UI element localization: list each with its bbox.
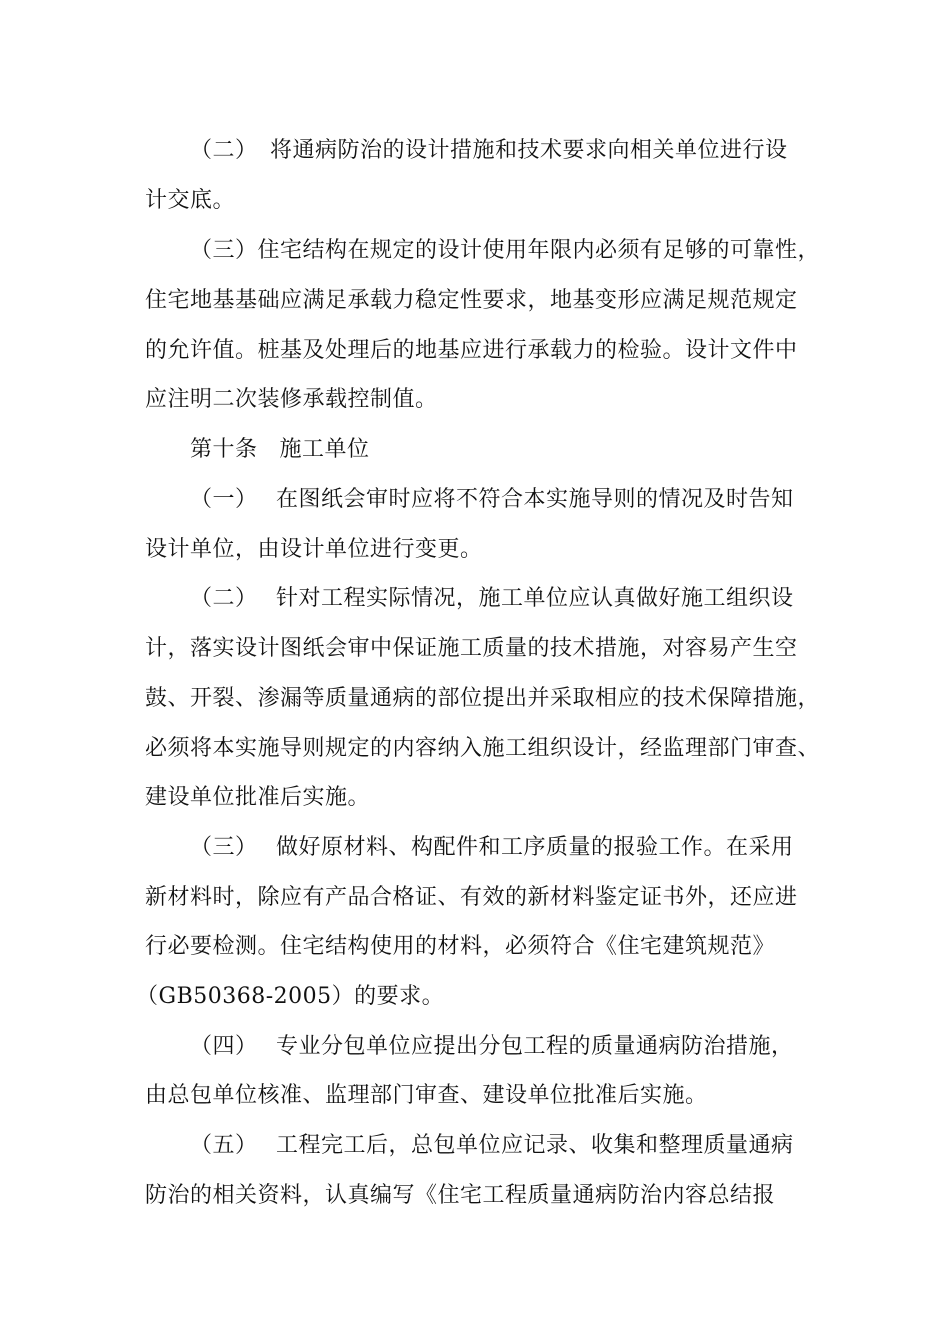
line-text: 将通病防治的设计措施和技术要求向相关单位进行设 (270, 138, 788, 163)
paragraph-line (190, 833, 880, 863)
paragraph-line: 必须将本实施导则规定的内容纳入施工组织设计，经监理部门审查、 (145, 736, 821, 761)
item-number: （二） (190, 586, 258, 611)
paragraph-line: （GB50368-2005）的要求。 (136, 984, 445, 1009)
line-text: 在图纸会审时应将不符合本实施导则的情况及时告知 (276, 487, 794, 512)
article-title: 施工单位 (279, 437, 370, 462)
line-text: 做好原材料、构配件和工序质量的报验工作。在采用 (276, 835, 794, 860)
paragraph-line: 新材料时，除应有产品合格证、有效的新材料鉴定证书外，还应进 (145, 885, 798, 910)
item-number: （二） (190, 138, 258, 163)
paragraph-line (190, 1032, 880, 1062)
paragraph-line: 计交底。 (145, 188, 236, 213)
item-number: （四） (190, 1034, 258, 1059)
paragraph-line (190, 136, 880, 166)
paragraph-line: 应注明二次装修承载控制值。 (145, 387, 438, 412)
line-text: 针对工程实际情况，施工单位应认真做好施工组织设 (276, 586, 794, 611)
paragraph-line: 鼓、开裂、渗漏等质量通病的部位提出并采取相应的技术保障措施， (145, 686, 821, 711)
paragraph-line (190, 485, 880, 515)
article-number: 第十条 (190, 437, 258, 462)
paragraph-line (190, 584, 880, 614)
item-number: （五） (190, 1133, 258, 1158)
line-text: 专业分包单位应提出分包工程的质量通病防治措施， (276, 1034, 794, 1059)
item-number: （一） (190, 487, 258, 512)
paragraph-line: （三）住宅结构在规定的设计使用年限内必须有足够的可靠性， (190, 238, 821, 263)
paragraph-line: 防治的相关资料，认真编写《住宅工程质量通病防治内容总结报 (145, 1183, 776, 1208)
paragraph-line: 由总包单位核准、监理部门审查、建设单位批准后实施。 (145, 1083, 708, 1108)
paragraph-line: 建设单位批准后实施。 (145, 785, 371, 810)
paragraph-line: 设计单位，由设计单位进行变更。 (145, 537, 483, 562)
line-text: 工程完工后，总包单位应记录、收集和整理质量通病 (276, 1133, 794, 1158)
paragraph-line: 的允许值。桩基及处理后的地基应进行承载力的检验。设计文件中 (145, 338, 798, 363)
section-heading (190, 435, 880, 465)
paragraph-line (190, 1131, 880, 1161)
paragraph-line: 住宅地基基础应满足承载力稳定性要求，地基变形应满足规范规定 (145, 288, 798, 313)
paragraph-line: 计，落实设计图纸会审中保证施工质量的技术措施，对容易产生空 (145, 636, 798, 661)
paragraph-line: 行必要检测。住宅结构使用的材料，必须符合《住宅建筑规范》 (145, 934, 776, 959)
item-number: （三） (190, 835, 258, 860)
